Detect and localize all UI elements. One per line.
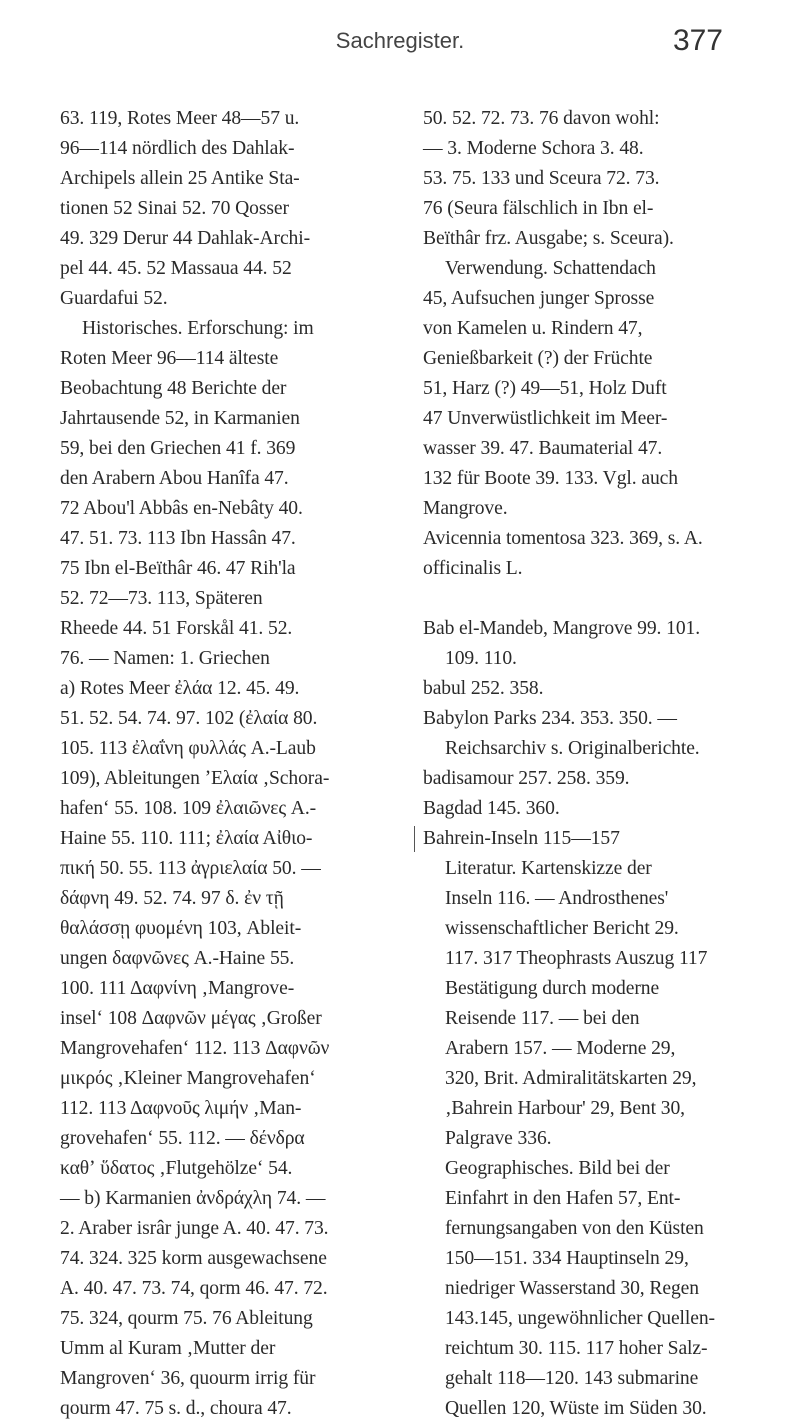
index-line: 47. 51. 73. 113 Ibn Hassân 47. bbox=[60, 528, 296, 549]
index-line: pel 44. 45. 52 Massaua 44. 52 bbox=[60, 258, 292, 279]
index-line: 112. 113 Δαφνοῦς λιμήν ‚Man- bbox=[60, 1098, 302, 1119]
index-line: Historisches. Erforschung: im bbox=[82, 318, 314, 339]
index-line: reichtum 30. 115. 117 hoher Salz- bbox=[445, 1338, 708, 1359]
index-line: Palgrave 336. bbox=[445, 1128, 552, 1149]
index-line: babul 252. 358. bbox=[423, 678, 544, 699]
index-line: Roten Meer 96—114 älteste bbox=[60, 348, 279, 369]
index-line: Genießbarkeit (?) der Früchte bbox=[423, 348, 653, 369]
index-line: 63. 119, Rotes Meer 48—57 u. bbox=[60, 108, 300, 129]
index-line: badisamour 257. 258. 359. bbox=[423, 768, 630, 789]
index-line: qourm 47. 75 s. d., choura 47. bbox=[60, 1398, 292, 1419]
index-line: gehalt 118—120. 143 submarine bbox=[445, 1368, 699, 1389]
index-line: Quellen 120, Wüste im Süden 30. bbox=[445, 1398, 707, 1419]
index-line: Mangroven‘ 36, quourm irrig für bbox=[60, 1368, 316, 1389]
index-line: Bestätigung durch moderne bbox=[445, 978, 660, 999]
index-line: insel‘ 108 Δαφνῶν μέγας ‚Großer bbox=[60, 1008, 322, 1029]
index-line: μικρός ‚Kleiner Mangrovehafen‘ bbox=[60, 1068, 316, 1089]
index-line: hafen‘ 55. 108. 109 ἐλαιῶνες A.- bbox=[60, 798, 317, 819]
index-line: Haine 55. 110. 111; ἐλαία Αἰθιο- bbox=[60, 828, 313, 849]
index-line: 45, Aufsuchen junger Sprosse bbox=[423, 288, 655, 309]
index-line: Babylon Parks 234. 353. 350. — bbox=[423, 708, 677, 729]
index-line: 75 Ibn el-Beïthâr 46. 47 Rih'la bbox=[60, 558, 296, 579]
left-column bbox=[60, 104, 405, 1424]
index-line: 75. 324, qourm 75. 76 Ableitung bbox=[60, 1308, 313, 1329]
index-line: 72 Abou'l Abbâs en-Nebâty 40. bbox=[60, 498, 303, 519]
index-line: 100. 111 Δαφνίνη ‚Mangrove- bbox=[60, 978, 295, 999]
index-line: 76 (Seura fälschlich in Ibn el- bbox=[423, 198, 654, 219]
running-title: Sachregister. bbox=[335, 28, 465, 53]
index-line: officinalis L. bbox=[423, 558, 523, 579]
index-line: grovehafen‘ 55. 112. — δένδρα bbox=[60, 1128, 305, 1149]
index-line: niedriger Wasserstand 30, Regen bbox=[445, 1278, 699, 1299]
index-line: Archipels allein 25 Antike Sta- bbox=[60, 168, 300, 189]
index-line: Umm al Kuram ‚Mutter der bbox=[60, 1338, 276, 1359]
index-line: von Kamelen u. Rindern 47, bbox=[423, 318, 643, 339]
index-line: Einfahrt in den Hafen 57, Ent- bbox=[445, 1188, 681, 1209]
index-line: Reichsarchiv s. Originalberichte. bbox=[445, 738, 700, 759]
index-line: 117. 317 Theophrasts Auszug 117 bbox=[445, 948, 708, 969]
index-line: Verwendung. Schattendach bbox=[445, 258, 656, 279]
index-line: 76. — Namen: 1. Griechen bbox=[60, 648, 270, 669]
index-line: A. 40. 47. 73. 74, qorm 46. 47. 72. bbox=[60, 1278, 328, 1299]
index-line: Bab el-Mandeb, Mangrove 99. 101. bbox=[423, 618, 701, 639]
index-line: wasser 39. 47. Baumaterial 47. bbox=[423, 438, 663, 459]
index-line: Mangrove. bbox=[423, 498, 508, 519]
index-line: wissenschaftlicher Bericht 29. bbox=[445, 918, 679, 939]
index-line: Rheede 44. 51 Forskål 41. 52. bbox=[60, 618, 293, 639]
index-line: — b) Karmanien ἀνδράχλη 74. — bbox=[60, 1188, 326, 1209]
index-line: tionen 52 Sinai 52. 70 Qosser bbox=[60, 198, 289, 219]
index-line: 320, Brit. Admiralitätskarten 29, bbox=[445, 1068, 697, 1089]
index-line: Beobachtung 48 Berichte der bbox=[60, 378, 287, 399]
index-line: fernungsangaben von den Küsten bbox=[445, 1218, 704, 1239]
index-line: 53. 75. 133 und Sceura 72. 73. bbox=[423, 168, 660, 189]
index-line: 109), Ableitungen ʼΕλαία ‚Schora- bbox=[60, 768, 330, 789]
index-line: Literatur. Kartenskizze der bbox=[445, 858, 652, 879]
right-column bbox=[423, 104, 768, 1424]
page-number: 377 bbox=[672, 24, 723, 57]
index-line: Bagdad 145. 360. bbox=[423, 798, 560, 819]
index-line: 74. 324. 325 korm ausgewachsene bbox=[60, 1248, 327, 1269]
index-line: 2. Araber isrâr junge A. 40. 47. 73. bbox=[60, 1218, 329, 1239]
index-line: den Arabern Abou Hanîfa 47. bbox=[60, 468, 289, 489]
index-line: Arabern 157. — Moderne 29, bbox=[445, 1038, 676, 1059]
index-line: 143.145, ungewöhnlicher Quellen- bbox=[445, 1308, 715, 1329]
index-line: Mangrovehafen‘ 112. 113 Δαφνῶν bbox=[60, 1038, 330, 1059]
index-line: 51, Harz (?) 49—51, Holz Duft bbox=[423, 378, 667, 399]
index-line: Geographisches. Bild bei der bbox=[445, 1158, 670, 1179]
index-line: 96—114 nördlich des Dahlak- bbox=[60, 138, 295, 159]
index-line: 52. 72—73. 113, Späteren bbox=[60, 588, 263, 609]
index-line: 50. 52. 72. 73. 76 davon wohl: bbox=[423, 108, 660, 129]
index-line: 132 für Boote 39. 133. Vgl. auch bbox=[423, 468, 678, 489]
index-line: Beïthâr frz. Ausgabe; s. Sceura). bbox=[423, 228, 674, 249]
index-line: καθʼ ὕδατος ‚Flutgehölze‘ 54. bbox=[60, 1158, 293, 1179]
index-line: Guardafui 52. bbox=[60, 288, 168, 309]
index-line: Jahrtausende 52, in Karmanien bbox=[60, 408, 300, 429]
index-line: 49. 329 Derur 44 Dahlak-Archi- bbox=[60, 228, 311, 249]
entry-gap bbox=[423, 584, 768, 614]
index-line: 59, bei den Griechen 41 f. 369 bbox=[60, 438, 296, 459]
index-line: Reisende 117. — bei den bbox=[445, 1008, 640, 1029]
index-line: πική 50. 55. 113 ἀγριελαία 50. — bbox=[60, 858, 321, 879]
index-line: 105. 113 ἐλαΐνη φυλλάς A.-Laub bbox=[60, 738, 316, 759]
index-line: δάφνη 49. 52. 74. 97 δ. ἐν τῇ bbox=[60, 888, 284, 909]
index-line: Bahrein-Inseln 115—157 bbox=[423, 828, 620, 849]
index-line: Avicennia tomentosa 323. 369, s. A. bbox=[423, 528, 703, 549]
index-line: 109. 110. bbox=[445, 648, 517, 669]
index-line: 47 Unverwüstlichkeit im Meer- bbox=[423, 408, 668, 429]
index-line: ‚Bahrein Harbour' 29, Bent 30, bbox=[445, 1098, 685, 1119]
index-line: θαλάσσῃ φυομένη 103, Ableit- bbox=[60, 918, 302, 939]
index-line: 150—151. 334 Hauptinseln 29, bbox=[445, 1248, 689, 1269]
page-header bbox=[0, 0, 800, 90]
index-line: 51. 52. 54. 74. 97. 102 (ἐλαία 80. bbox=[60, 708, 318, 729]
index-line: Inseln 116. — Androsthenes' bbox=[445, 888, 669, 909]
index-line: ungen δαφνῶνες A.-Haine 55. bbox=[60, 948, 295, 969]
index-line: — 3. Moderne Schora 3. 48. bbox=[423, 138, 644, 159]
index-line: a) Rotes Meer ἐλάα 12. 45. 49. bbox=[60, 678, 300, 699]
column-rule bbox=[414, 826, 415, 852]
